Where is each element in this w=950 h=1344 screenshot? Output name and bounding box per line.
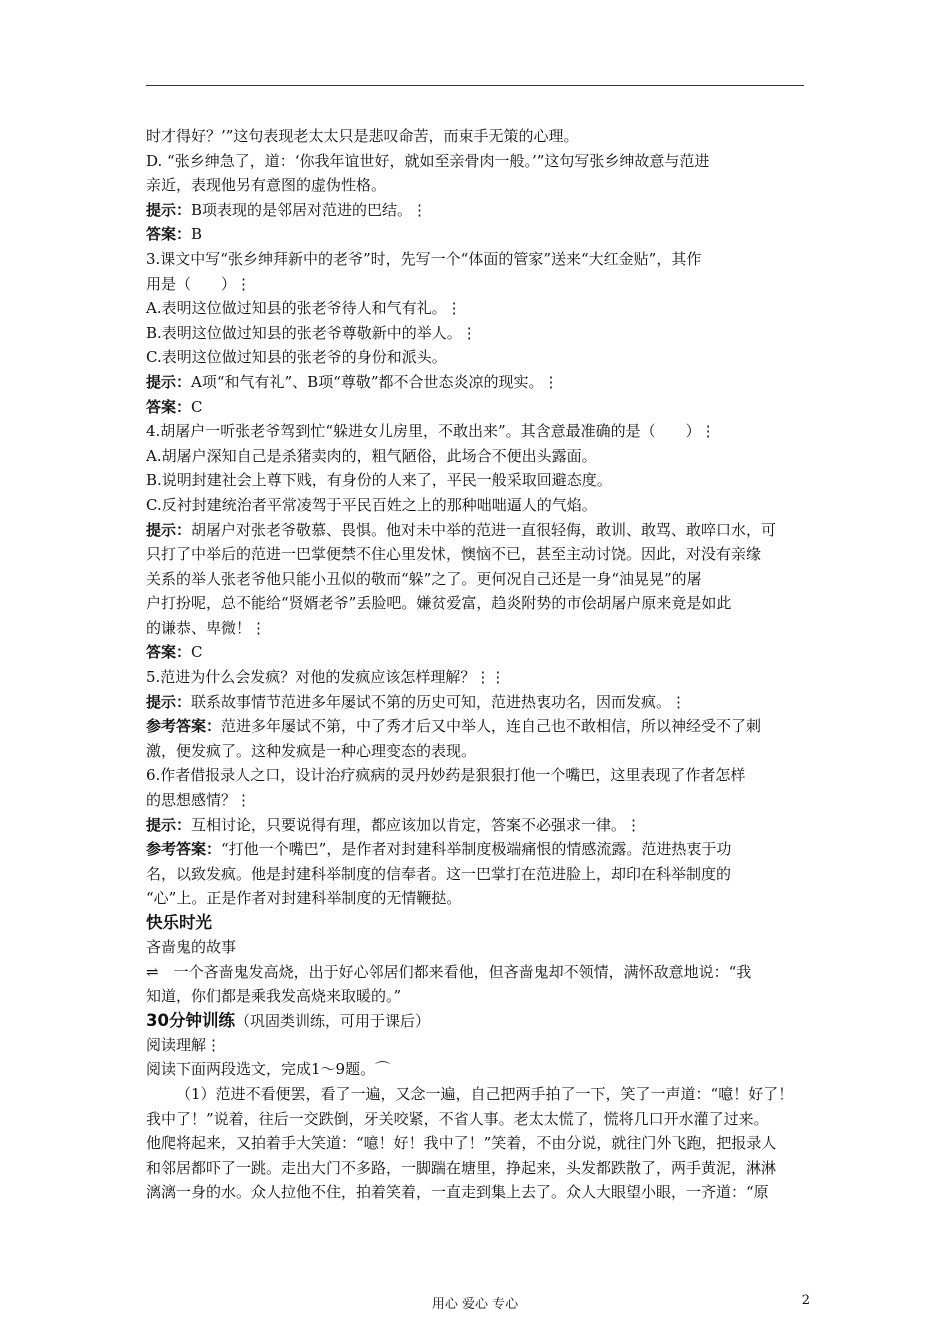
line-label: 提示： [146,200,192,219]
line-text: C.表明这位做过知县的张老爷的身份和派头。 [146,348,447,367]
text-line [146,419,810,444]
line-text: A.表明这位做过知县的张老爷待人和气有礼。⋮ [146,299,462,318]
line-text: 的思想感情？⋮ [146,791,252,810]
line-text: 6.作者借报录人之口，设计治疗疯病的灵丹妙药是狠狠打他一个嘴巴，这里表现了作者怎样 [146,766,746,785]
text-line [146,518,810,543]
line-text: 5.范进为什么会发疯？对他的发疯应该怎样理解？⋮⋮ [146,668,506,687]
section-heading-text: 快乐时光 [146,913,212,932]
line-label: 提示： [146,520,192,539]
text-line [146,813,810,838]
line-text: 户打扮呢，总不能给“贤婿老爷”丢脸吧。嫌贫爱富，趋炎附势的市侩胡屠户原来竟是如此 [146,594,732,613]
header-rule [146,85,804,86]
line-label: 提示： [146,372,192,391]
line-text: 时才得好？’”这句表现老太太只是悲叹命苦，而束手无策的心理。 [146,127,579,145]
text-line [146,960,810,985]
line-text: 4.胡屠户一听张老爷驾到忙“躲进女儿房里，不敢出来”。其含意最准确的是（ ）⋮ [146,422,716,441]
line-label: 答案： [146,397,192,416]
line-text: 激，便发疯了。这种发疯是一种心理变态的表现。 [146,741,477,760]
line-label: 参考答案： [146,840,222,859]
line-text: 互相讨论，只要说得有理，都应该加以肯定，答案不必强求一律。⋮ [191,815,642,834]
text-line [146,124,810,149]
text-line [146,395,810,420]
text-line [146,665,810,690]
text-line [146,272,810,297]
section-heading [146,911,810,935]
line-text: C [191,643,203,662]
line-text: 漓漓一身的水。众人拉他不住，拍着笑着，一直走到集上去了。众人大眼望小眼，一齐道：“原 [146,1183,769,1202]
line-text: B.表明这位做过知县的张老爷尊敬新中的举人。⋮ [146,323,477,342]
text-line [146,542,810,567]
text-line [146,1107,810,1132]
line-text: 名，以致发疯。他是封建科举制度的信奉者。这一巴掌打在范进脸上，却印在科举制度的 [146,864,732,883]
text-line [146,739,810,764]
line-text: 我中了！”说着，往后一交跌倒，牙关咬紧，不省人事。老太太慌了，慌将几口开水灌了过来。 [146,1109,769,1128]
text-line [146,247,810,272]
line-text: （1）范进不看便罢，看了一遍，又念一遍，自己把两手拍了一下，笑了一声道：“噫！好了！ [176,1084,794,1103]
line-text: D. “张乡绅急了，道：‘你我年谊世好，就如至亲骨肉一般。’”这句写张乡绅故意与范进 [146,151,710,170]
line-text: B.说明封建社会上尊下贱，有身份的人来了，平民一般采取回避态度。 [146,471,612,490]
line-text: C [191,397,203,416]
line-text: 胡屠户对张老爷敬慕、畏惧。他对未中举的范进一直很轻侮，敢训、敢骂、敢啐口水，可 [191,520,777,539]
section-heading-text: 30分钟训练 [146,1010,235,1030]
section-heading [146,1009,810,1033]
line-text: 用是（ ）⋮ [146,274,252,293]
line-text: A项“和气有礼”、B项“尊敬”都不合世态炎凉的现实。⋮ [191,372,559,391]
line-text: ⇌ 一个吝啬鬼发高烧，出于好心邻居们都来看他，但吝啬鬼却不领情，满怀敌意地说：“我 [146,962,752,981]
line-text: A.胡屠户深知自己是杀猪卖肉的，粗气陋俗，此场合不便出头露面。 [146,446,597,465]
text-line [146,616,810,641]
text-line [146,1082,810,1107]
line-text: 亲近，表现他另有意图的虚伪性格。 [146,176,387,195]
text-line [146,1156,810,1181]
text-line [146,1033,810,1058]
line-text: 阅读理解⋮ [146,1035,222,1054]
text-line [146,714,810,739]
line-text: 只打了中举后的范进一巴掌便禁不住心里发怵，懊恼不已，甚至主动讨饶。因此，对没有亲缘 [146,545,762,564]
text-line [146,468,810,493]
line-text: 3.课文中写“张乡绅拜新中的老爷”时，先写一个“体面的管家”送来“大红金贴”，其作 [146,249,702,268]
line-label: 答案： [146,225,192,244]
line-text: B [191,225,203,244]
line-text: 范进多年屡试不第，中了秀才后又中举人，连自己也不敢相信，所以神经受不了刺 [221,717,762,736]
text-line [146,886,810,911]
text-line [146,591,810,616]
line-label: 答案： [146,643,192,662]
line-text: B项表现的是邻居对范进的巴结。⋮ [191,200,428,219]
text-line [146,567,810,592]
text-line [146,149,810,174]
line-label: 提示： [146,692,192,711]
line-text: 和邻居都吓了一跳。走出大门不多路，一脚踹在塘里，挣起来，头发都跌散了，两手黄泥，淋淋 [146,1158,777,1177]
line-text: 他爬将起来，又拍着手大笑道：“噫！好！我中了！”笑着，不由分说，就往门外飞跑，把报录人 [146,1134,777,1153]
text-line [146,837,810,862]
text-line [146,1131,810,1156]
text-line [146,493,810,518]
text-line [146,1180,810,1205]
line-text: 关系的举人张老爷他只能小丑似的敬而“躲”之了。更何况自己还是一身“油晃晃”的屠 [146,569,702,588]
text-line [146,345,810,370]
text-line [146,321,810,346]
line-text: “心”上。正是作者对封建科举制度的无情鞭挞。 [146,889,462,908]
line-text: 联系故事情节范进多年屡试不第的历史可知，范进热衷功名，因而发疯。⋮ [191,692,687,711]
page-number: 2 [801,1293,810,1308]
text-line [146,444,810,469]
text-line [146,690,810,715]
page-body [146,124,810,1205]
text-line [146,1057,810,1082]
text-line [146,222,810,247]
text-line [146,198,810,223]
text-line [146,763,810,788]
text-line [146,640,810,665]
line-text: 的谦恭、卑微！⋮ [146,618,267,637]
text-line [146,862,810,887]
text-line [146,370,810,395]
line-text: 阅读下面两段选文，完成1～9题。⌒ [146,1060,391,1079]
line-text: 知道，你们都是乘我发高烧来取暖的。” [146,987,402,1006]
line-text: 吝啬鬼的故事 [146,938,237,956]
text-line [146,984,810,1009]
section-heading-note: （巩固类训练，可用于课后） [234,1011,430,1030]
text-line [146,173,810,198]
line-text: C.反衬封建统治者平常凌驾于平民百姓之上的那种咄咄逼人的气焰。 [146,495,597,514]
footer-motto: 用心 爱心 专心 [431,1297,519,1312]
line-label: 参考答案： [146,717,222,736]
text-line [146,296,810,321]
line-text: “打他一个嘴巴”，是作者对封建科举制度极端痛恨的情感流露。范进热衷于功 [221,840,732,859]
text-line [146,935,810,960]
line-label: 提示： [146,815,192,834]
text-line [146,788,810,813]
